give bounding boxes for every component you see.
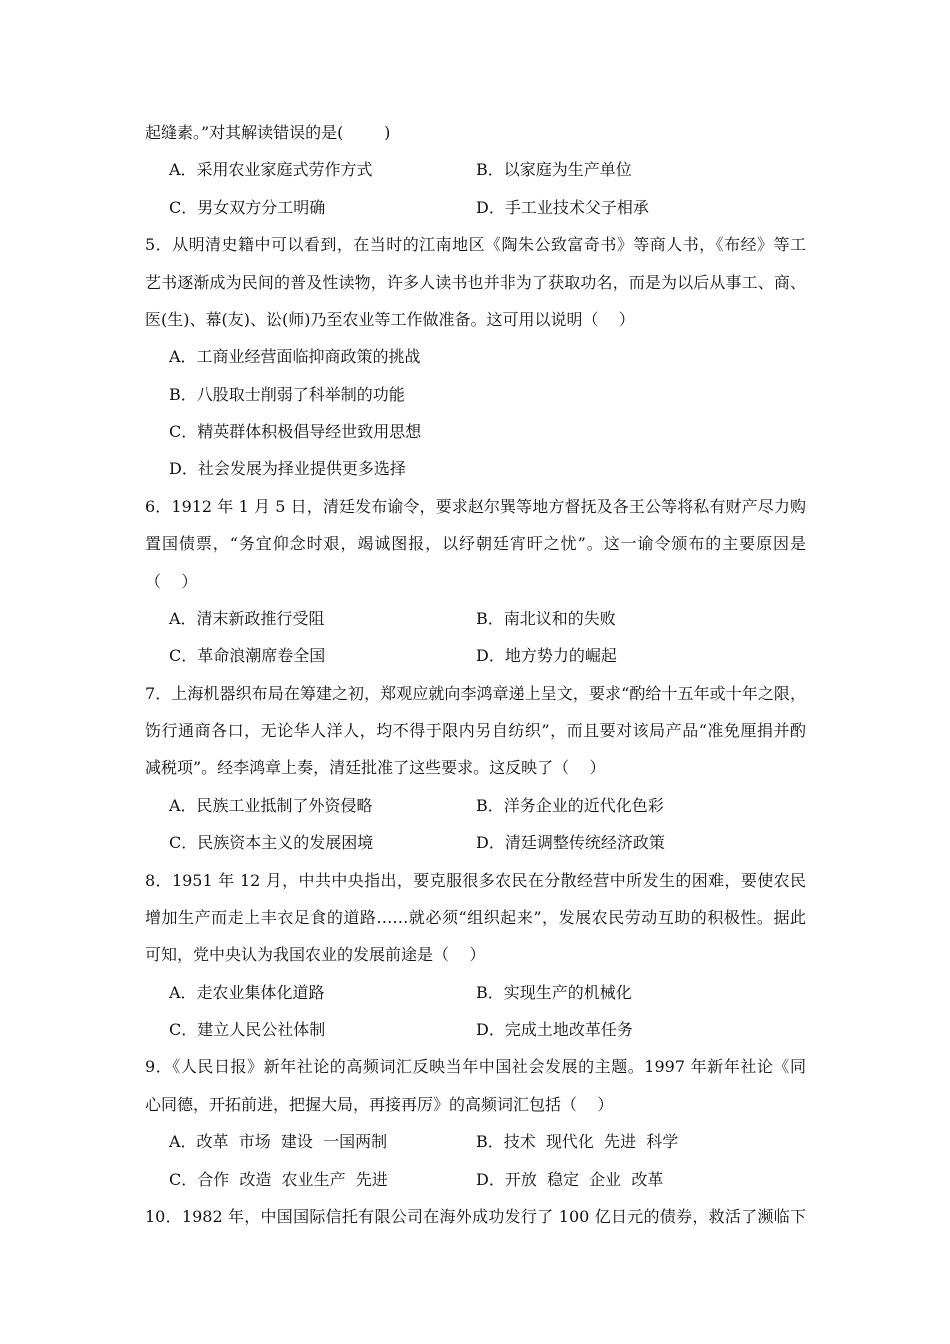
question-7-options-row (145, 824, 806, 861)
question-5-option-d: D．社会发展为择业提供更多选择 (169, 459, 406, 479)
question-7-option-d: D．清廷调整传统经济政策 (476, 833, 665, 853)
question-4-option-d: D．手工业技术父子相承 (476, 197, 649, 217)
question-6-stem-line: 6．1912 年 1 月 5 日，清廷发布谕令，要求赵尔巽等地方督抚及各王公等将私有财产尽力购 (145, 496, 806, 516)
question-9-stem-line: 9．《人民日报》新年社论的高频词汇反映当年中国社会发展的主题。1997 年新年社论《同 (145, 1057, 806, 1077)
question-8-option-c: C．建立人民公社体制 (169, 1020, 326, 1039)
question-6-option-b: B．南北议和的失败 (476, 608, 616, 628)
question-4-option-c: C．男女双方分工明确 (169, 197, 326, 217)
question-7-stem-line: 饬行通商各口，无论华人洋人，均不得于限内另自纺织”，而且要对该局产品“准免厘捐并酌 (145, 721, 806, 740)
question-7-stem-line: 减税项”。经李鸿章上奏，清廷批准了这些要求。这反映了（ ） (145, 758, 606, 778)
question-7-option-a: A．民族工业抵制了外资侵略 (169, 795, 373, 815)
question-9-options-row (145, 1123, 806, 1160)
question-6-option-c: C．革命浪潮席卷全国 (169, 646, 326, 666)
question-6-options-row (145, 637, 806, 674)
question-9-options-row (145, 1161, 806, 1198)
question-5-option-a: A．工商业经营面临抑商政策的挑战 (169, 347, 421, 367)
question-6-options-row (145, 600, 806, 637)
question-5-stem-line: 医(生)、幕(友)、讼(师)乃至农业等工作做准备。这可用以说明（ ） (145, 309, 635, 329)
question-7-option-c: C．民族资本主义的发展困境 (169, 833, 374, 853)
question-6-answer-blank: （ ） (145, 571, 198, 591)
question-8-option-b: B．实现生产的机械化 (476, 982, 632, 1002)
question-5-stem-line: 5．从明清史籍中可以看到，在当时的江南地区《陶朱公致富奇书》等商人书，《布经》等工 (145, 235, 806, 255)
question-9-option-b: B．技术 现代化 先进 科学 (476, 1132, 679, 1152)
question-7-option-b: B．洋务企业的近代化色彩 (476, 795, 664, 815)
question-7-options-row (145, 787, 806, 824)
question-9-stem-line: 心同德，开拓前进，把握大局，再接再厉》的高频词汇包括（ ） (145, 1094, 614, 1114)
question-5-stem-line: 艺书逐渐成为民间的普及性读物，许多人读书也并非为了获取功名，而是为以后从事工、商、 (145, 272, 806, 292)
question-6-option-d: D．地方势力的崛起 (476, 646, 617, 666)
question-9-option-d: D．开放 稳定 企业 改革 (476, 1169, 664, 1189)
question-8-options-row (145, 974, 806, 1011)
question-4-stem-line: 起缝素。”对其解读错误的是( ) (145, 123, 391, 142)
question-7-stem-line: 7．上海机器织布局在筹建之初，郑观应就向李鸿章递上呈文，要求“酌给十五年或十年之限， (145, 683, 806, 703)
question-8-stem-line: 8．1951 年 12 月，中共中央指出，要克服很多农民在分散经营中所发生的困难，要使农民 (145, 870, 806, 890)
question-4-option-a: A．采用农业家庭式劳作方式 (169, 160, 373, 180)
question-10-stem-line: 10．1982 年，中国国际信托有限公司在海外成功发行了 100 亿日元的债券，救活了濒临下 (145, 1206, 806, 1226)
question-9-option-c: C．合作 改造 农业生产 先进 (169, 1169, 388, 1189)
question-4-option-b: B．以家庭为生产单位 (476, 160, 632, 180)
question-8-option-a: A．走农业集体化道路 (169, 982, 325, 1002)
question-8-stem-line: 增加生产而走上丰衣足食的道路……就必须“组织起来”，发展农民劳动互助的积极性。据此 (145, 907, 806, 927)
question-4-options-row (145, 189, 806, 226)
question-4-options-row (145, 151, 806, 188)
question-8-stem-line: 可知，党中央认为我国农业的发展前途是（ ） (145, 945, 486, 965)
question-5-option-b: B．八股取士削弱了科举制的功能 (169, 384, 405, 404)
question-6-stem-line: 置国债票，“务宜仰念时艰，竭诚图报，以纾朝廷宵旰之忧”。这一谕令颁布的主要原因是 (145, 534, 806, 554)
question-6-option-a: A．清末新政推行受阻 (169, 608, 325, 628)
question-8-options-row (145, 1011, 806, 1048)
question-5-option-c: C．精英群体积极倡导经世致用思想 (169, 422, 422, 441)
question-8-option-d: D．完成土地改革任务 (476, 1020, 633, 1039)
question-flow (145, 114, 806, 1235)
question-9-option-a: A．改革 市场 建设 一国两制 (169, 1132, 388, 1152)
